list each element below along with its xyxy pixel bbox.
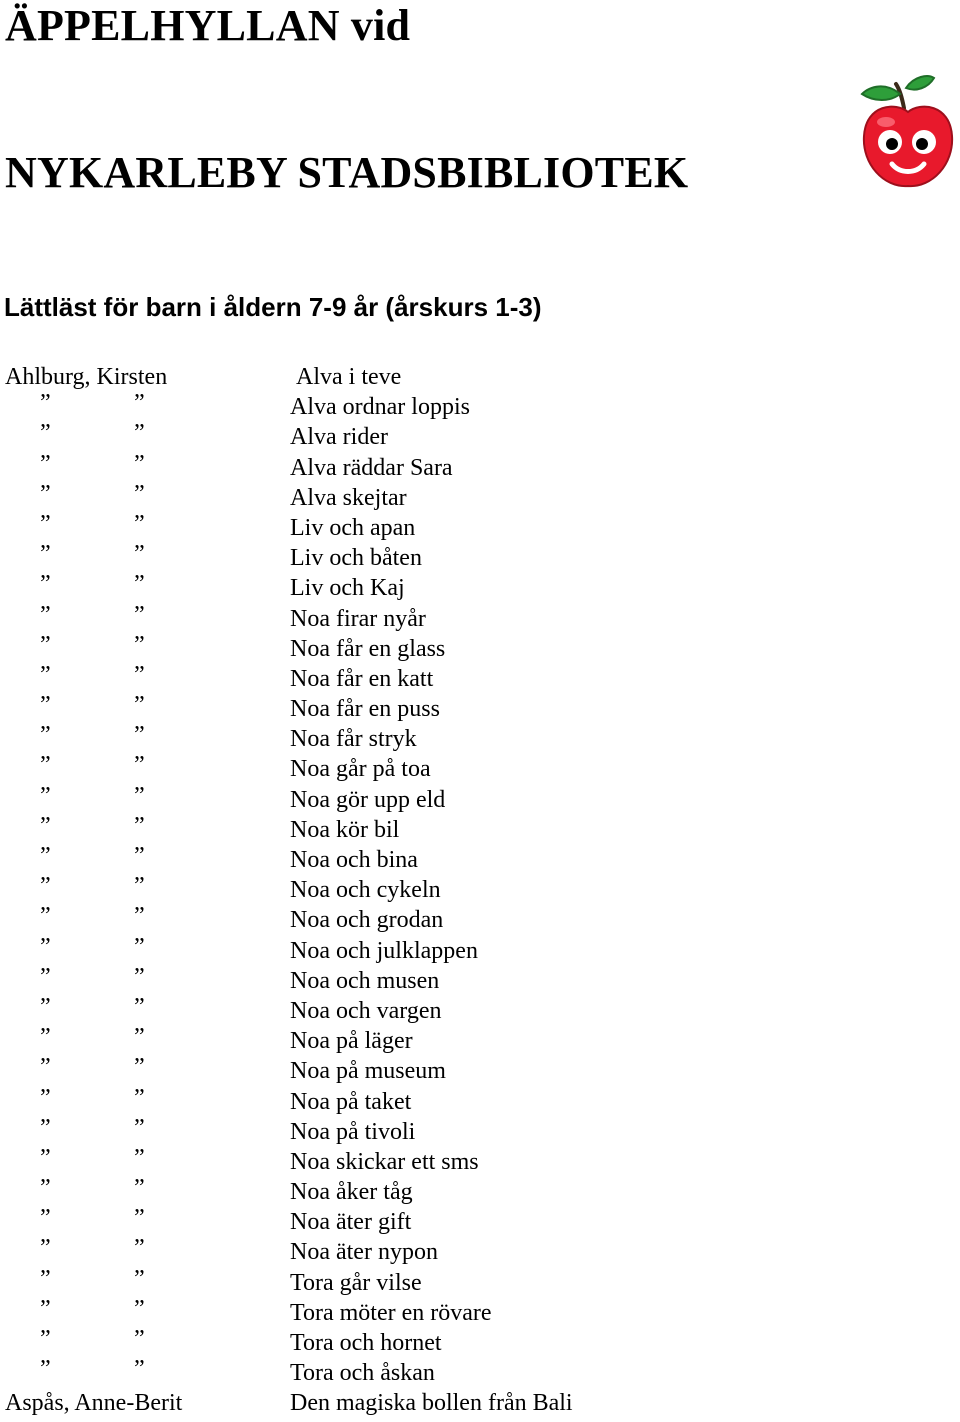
ditto-mark: ” — [134, 661, 145, 688]
ditto-mark: ” — [134, 933, 145, 960]
book-title: Noa på museum — [290, 1058, 446, 1085]
book-title: Noa på taket — [290, 1088, 412, 1115]
book-title: Noa får en glass — [290, 635, 446, 662]
ditto-mark: ” — [40, 1144, 51, 1171]
ditto-mark: ” — [134, 1265, 145, 1292]
book-title: Noa äter gift — [290, 1209, 412, 1236]
ditto-mark: ” — [134, 420, 145, 447]
ditto-mark: ” — [40, 601, 51, 628]
book-title: Liv och Kaj — [290, 575, 405, 602]
book-title: Noa på läger — [290, 1028, 413, 1055]
ditto-mark: ” — [40, 450, 51, 477]
ditto-mark: ” — [40, 873, 51, 900]
ditto-mark: ” — [40, 903, 51, 930]
ditto-mark: ” — [40, 752, 51, 779]
ditto-mark: ” — [134, 1205, 145, 1232]
ditto-mark: ” — [40, 782, 51, 809]
book-title: Noa äter nypon — [290, 1239, 438, 1266]
document-subtitle: Lättläst för barn i åldern 7-9 år (årskurs 1-3) — [4, 292, 542, 322]
ditto-mark: ” — [40, 661, 51, 688]
book-title: Alva räddar Sara — [290, 454, 453, 481]
book-title: Alva skejtar — [290, 484, 407, 511]
author-name: Aspås, Anne-Berit — [5, 1390, 183, 1417]
apple-mascot-icon — [856, 72, 960, 192]
ditto-mark: ” — [40, 631, 51, 658]
ditto-mark: ” — [134, 1175, 145, 1202]
ditto-mark: ” — [40, 1084, 51, 1111]
book-title: Noa firar nyår — [290, 605, 426, 632]
ditto-mark: ” — [40, 541, 51, 568]
ditto-mark: ” — [40, 1054, 51, 1081]
ditto-mark: ” — [40, 692, 51, 719]
book-title: Alva rider — [290, 424, 388, 451]
ditto-mark: ” — [134, 993, 145, 1020]
ditto-mark: ” — [40, 933, 51, 960]
document-title-line-1: ÄPPELHYLLAN vid — [5, 1, 411, 50]
ditto-mark: ” — [40, 480, 51, 507]
book-title: Noa och vargen — [290, 997, 442, 1024]
book-title: Noa skickar ett sms — [290, 1148, 479, 1175]
ditto-mark: ” — [134, 1114, 145, 1141]
ditto-mark: ” — [40, 571, 51, 598]
ditto-mark: ” — [40, 1205, 51, 1232]
ditto-mark: ” — [40, 993, 51, 1020]
ditto-mark: ” — [134, 631, 145, 658]
book-title: Noa och grodan — [290, 907, 444, 934]
ditto-mark: ” — [134, 812, 145, 839]
ditto-mark: ” — [134, 843, 145, 869]
book-title: Noa och musen — [290, 967, 440, 994]
ditto-mark: ” — [134, 571, 145, 598]
ditto-mark: ” — [40, 1265, 51, 1292]
book-title: Noa och cykeln — [290, 877, 441, 904]
ditto-mark: ” — [134, 480, 145, 507]
ditto-mark: ” — [40, 390, 51, 417]
book-title: Tora och hornet — [290, 1330, 442, 1356]
ditto-mark: ” — [134, 1024, 145, 1051]
ditto-mark: ” — [134, 1295, 145, 1322]
ditto-mark: ” — [134, 1235, 145, 1262]
ditto-mark: ” — [134, 1054, 145, 1081]
ditto-mark: ” — [134, 450, 145, 477]
ditto-mark: ” — [40, 963, 51, 990]
book-title: Noa får en puss — [290, 696, 440, 723]
ditto-mark: ” — [40, 1295, 51, 1322]
book-title: Noa på tivoli — [290, 1118, 416, 1145]
book-title: Noa får stryk — [290, 726, 417, 753]
book-title: Noa får en katt — [290, 665, 434, 692]
document-title-line-2: NYKARLEBY STADSBIBLIOTEK — [5, 148, 689, 197]
book-list-item — [0, 1388, 960, 1418]
ditto-mark: ” — [134, 752, 145, 779]
ditto-mark: ” — [134, 601, 145, 628]
ditto-mark: ” — [40, 1235, 51, 1262]
ditto-mark: ” — [40, 722, 51, 749]
book-list — [0, 362, 960, 1419]
ditto-mark: ” — [40, 812, 51, 839]
ditto-mark: ” — [134, 1356, 145, 1383]
book-title: Noa gör upp eld — [290, 786, 446, 813]
ditto-mark: ” — [40, 420, 51, 447]
ditto-mark: ” — [134, 692, 145, 719]
book-title: Alva i teve — [296, 364, 402, 390]
author-name: Ahlburg, Kirsten — [5, 364, 168, 390]
book-title: Den magiska bollen från Bali — [290, 1390, 573, 1417]
book-title: Liv och båten — [290, 545, 422, 572]
ditto-mark: ” — [40, 1356, 51, 1383]
book-title: Tora och åskan — [290, 1360, 435, 1387]
ditto-mark: ” — [134, 722, 145, 749]
book-title: Noa kör bil — [290, 816, 400, 843]
book-title: Alva ordnar loppis — [290, 394, 470, 421]
book-title: Tora går vilse — [290, 1269, 422, 1296]
book-title: Noa och bina — [290, 847, 418, 873]
ditto-mark: ” — [134, 873, 145, 900]
ditto-mark: ” — [134, 903, 145, 930]
ditto-mark: ” — [134, 1144, 145, 1171]
book-title: Liv och apan — [290, 514, 416, 541]
ditto-mark: ” — [134, 541, 145, 568]
book-list-item — [0, 1358, 960, 1388]
ditto-mark: ” — [40, 1326, 51, 1352]
book-title: Noa åker tåg — [290, 1179, 413, 1206]
book-title: Noa och julklappen — [290, 937, 478, 964]
ditto-mark: ” — [40, 1175, 51, 1202]
ditto-mark: ” — [134, 963, 145, 990]
ditto-mark: ” — [40, 1114, 51, 1141]
book-title: Tora möter en rövare — [290, 1299, 492, 1326]
ditto-mark: ” — [134, 510, 145, 537]
ditto-mark: ” — [134, 782, 145, 809]
ditto-mark: ” — [134, 390, 145, 417]
ditto-mark: ” — [40, 510, 51, 537]
book-title: Noa går på toa — [290, 756, 431, 783]
ditto-mark: ” — [40, 843, 51, 869]
ditto-mark: ” — [40, 1024, 51, 1051]
ditto-mark: ” — [134, 1084, 145, 1111]
ditto-mark: ” — [134, 1326, 145, 1352]
